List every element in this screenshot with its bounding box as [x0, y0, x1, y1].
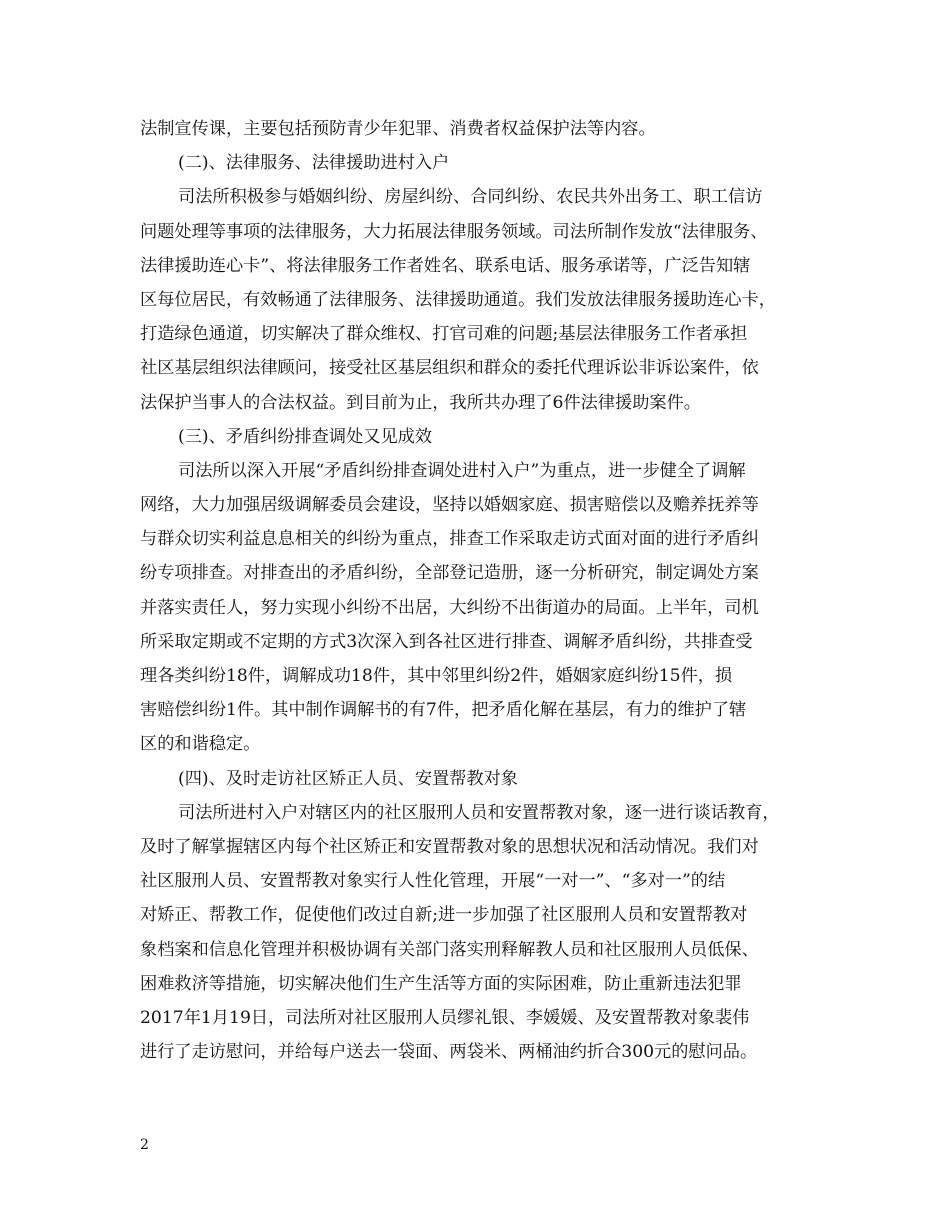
- page-number: 2: [140, 1137, 149, 1153]
- text-line: 法保护当事人的合法权益。到目前为止，我所共办理了6件法律援助案件。: [140, 392, 701, 413]
- text-line: 法律援助连心卡”、将法律服务工作者姓名、联系电话、服务承诺等，广泛告知辖: [140, 255, 751, 276]
- text-line: 司法所以深入开展“矛盾纠纷排查调处进村入户”为重点，进一步健全了调解: [178, 460, 746, 481]
- text-line: (三)、矛盾纠纷排查调处又见成效: [178, 426, 433, 447]
- document-body: [140, 112, 812, 1069]
- text-line: 进行了走访慰问，并给每户送去一袋面、两袋米、两桶油约折合300元的慰问品。: [140, 1042, 758, 1063]
- text-line: 及时了解掌握辖区内每个社区矫正和安置帮教对象的思想状况和活动情况。我们对: [140, 836, 759, 857]
- text-line: 害赔偿纠纷1件。其中制作调解书的有7件，把矛盾化解在基层，有力的维护了辖: [140, 700, 747, 721]
- text-line: 区的和谐稳定。: [140, 734, 261, 755]
- text-line: (二)、法律服务、法律援助进村入户: [178, 153, 450, 174]
- text-line: 困难救济等措施，切实解决他们生产生活等方面的实际困难，防止重新违法犯罪: [140, 973, 742, 994]
- text-line: 象档案和信息化管理并积极协调有关部门落实刑释解教人员和社区服刑人员低保、: [140, 939, 759, 960]
- text-line: 2017年1月19日，司法所对社区服刑人员缪礼银、李媛媛、及安置帮教对象裴伟: [140, 1007, 750, 1028]
- text-line: 问题处理等事项的法律服务，大力拓展法律服务领域。司法所制作发放“法律服务、: [140, 221, 768, 242]
- text-line: 社区基层组织法律顾问，接受社区基层组织和群众的委托代理诉讼非诉讼案件，依: [140, 358, 759, 379]
- text-line: 所采取定期或不定期的方式3次深入到各社区进行排查、调解矛盾纠纷，共排查受: [140, 631, 753, 652]
- text-line: 打造绿色通道，切实解决了群众维权、打官司难的问题;基层法律服务工作者承担: [140, 324, 748, 345]
- text-line: 并落实责任人，努力实现小纠纷不出居，大纠纷不出街道办的局面。上半年，司机: [140, 597, 759, 618]
- text-line: 区每位居民，有效畅通了法律服务、法律援助通道。我们发放法律服务援助连心卡，: [140, 289, 776, 310]
- text-line: 纷专项排查。对排查出的矛盾纠纷，全部登记造册，逐一分析研究，制定调处方案: [140, 563, 759, 584]
- text-line: 司法所进村入户对辖区内的社区服刑人员和安置帮教对象，逐一进行谈话教育，: [178, 802, 780, 823]
- text-line: 法制宣传课，主要包括预防青少年犯罪、消费者权益保护法等内容。: [140, 119, 656, 139]
- text-line: 司法所积极参与婚姻纠纷、房屋纠纷、合同纠纷、农民共外出务工、职工信访: [178, 187, 763, 208]
- text-line: 社区服刑人员、安置帮教对象实行人性化管理，开展“一对一”、“多对一”的结: [140, 871, 726, 892]
- text-line: 与群众切实利益息息相关的纠纷为重点，排查工作采取走访式面对面的进行矛盾纠: [140, 529, 759, 550]
- text-line: 对矫正、帮教工作，促使他们改过自新;进一步加强了社区服刑人员和安置帮教对: [140, 905, 748, 926]
- text-line: 理各类纠纷18件，调解成功18件，其中邻里纠纷2件，婚姻家庭纠纷15件，损: [140, 666, 733, 686]
- text-line: (四)、及时走访社区矫正人员、安置帮教对象: [178, 768, 518, 789]
- text-line: 网络，大力加强居级调解委员会建设，坚持以婚姻家庭、损害赔偿以及赡养抚养等: [140, 495, 759, 516]
